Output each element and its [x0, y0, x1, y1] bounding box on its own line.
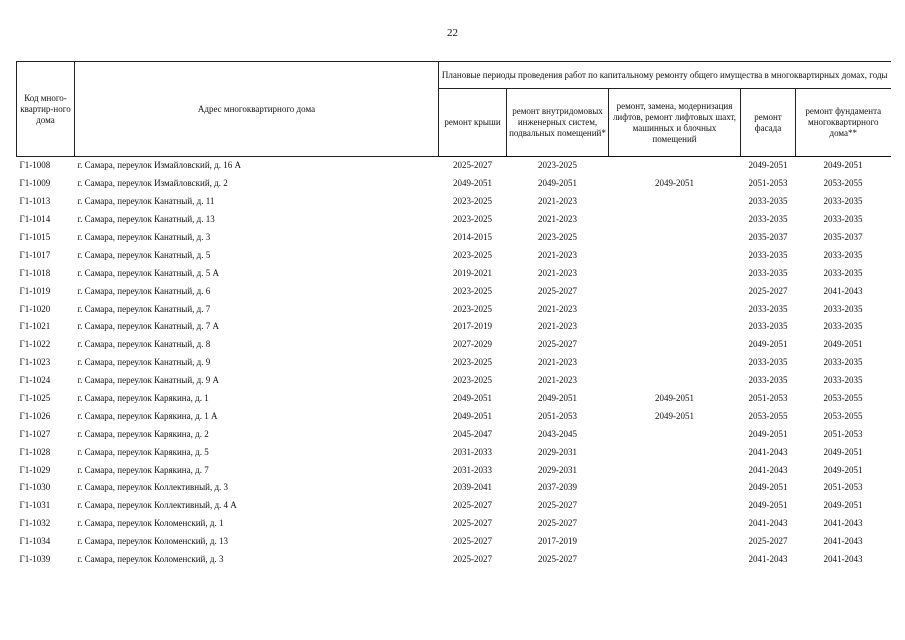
- cell-address: г. Самара, переулок Коломенский, д. 1: [77, 518, 224, 529]
- table-row: [17, 175, 891, 193]
- table-row: [17, 193, 891, 211]
- cell-roof: 2017-2019: [453, 321, 492, 332]
- table-header: [17, 62, 891, 157]
- table-row: [17, 551, 891, 569]
- cell-elevators: [609, 229, 741, 247]
- cell-roof: 2023-2025: [453, 303, 492, 314]
- cell-address: г. Самара, переулок Канатный, д. 9: [77, 357, 211, 368]
- cell-address: г. Самара, переулок Канатный, д. 7: [77, 303, 211, 314]
- cell-roof: 2025-2027: [453, 160, 492, 171]
- cell-code: Г1-1020: [19, 303, 51, 314]
- cell-roof: 2019-2021: [453, 267, 492, 278]
- cell-foundation: 2033-2035: [823, 321, 863, 332]
- cell-systems: 2017-2019: [538, 536, 577, 547]
- cell-foundation: 2051-2053: [823, 428, 863, 439]
- cell-facade: 2033-2035: [748, 357, 788, 368]
- cell-address: г. Самара, переулок Коллективный, д. 3: [77, 482, 229, 493]
- page-number: 22: [447, 27, 458, 39]
- cell-facade: 2033-2035: [748, 375, 788, 386]
- cell-code: Г1-1032: [19, 518, 51, 529]
- table-row: [17, 211, 891, 229]
- cell-roof: 2023-2025: [453, 375, 492, 386]
- cell-systems: 2051-2053: [538, 410, 577, 421]
- cell-code: Г1-1024: [19, 375, 51, 386]
- cell-foundation: 2049-2051: [823, 500, 863, 511]
- cell-roof: 2025-2027: [453, 536, 492, 547]
- cell-code: Г1-1030: [19, 482, 51, 493]
- cell-code: Г1-1039: [19, 554, 51, 565]
- cell-facade: 2033-2035: [748, 321, 788, 332]
- cell-foundation: 2041-2043: [823, 554, 863, 565]
- cell-systems: 2025-2027: [538, 285, 577, 296]
- cell-facade: 2051-2053: [748, 393, 788, 404]
- cell-code: Г1-1025: [19, 393, 51, 404]
- cell-address: г. Самара, переулок Канатный, д. 7 А: [77, 321, 219, 332]
- cell-elevators: [609, 515, 741, 533]
- cell-elevators: [609, 372, 741, 390]
- cell-facade: 2049-2051: [748, 339, 788, 350]
- cell-foundation: 2033-2035: [823, 375, 863, 386]
- table-row: [17, 372, 891, 390]
- cell-foundation: 2033-2035: [823, 357, 863, 368]
- cell-systems: 2029-2031: [538, 446, 577, 457]
- cell-elevators: [609, 193, 741, 211]
- cell-foundation: 2053-2055: [823, 178, 863, 189]
- cell-code: Г1-1014: [19, 214, 51, 225]
- cell-systems: 2021-2023: [538, 375, 577, 386]
- table-row: [17, 479, 891, 497]
- cell-systems: 2025-2027: [538, 518, 577, 529]
- table-row: [17, 407, 891, 425]
- cell-roof: 2049-2051: [453, 393, 492, 404]
- cell-systems: 2021-2023: [538, 321, 577, 332]
- cell-roof: 2014-2015: [453, 232, 492, 242]
- cell-elevators: [609, 533, 741, 551]
- cell-facade: 2053-2055: [748, 410, 788, 421]
- table-body: [17, 157, 891, 569]
- cell-elevators: [609, 443, 741, 461]
- cell-code: Г1-1022: [19, 339, 51, 350]
- cell-facade: 2025-2027: [748, 536, 788, 547]
- cell-systems: 2023-2025: [538, 160, 577, 171]
- cell-address: г. Самара, переулок Канатный, д. 3: [77, 232, 211, 242]
- cell-foundation: 2049-2051: [823, 160, 863, 171]
- table-row: [17, 246, 891, 264]
- header-foundation: ремонт фундамента многоквартирного дома**: [796, 89, 891, 157]
- cell-code: Г1-1027: [19, 428, 51, 439]
- cell-code: Г1-1017: [19, 249, 51, 260]
- cell-facade: 2041-2043: [748, 464, 788, 475]
- cell-address: г. Самара, переулок Карякина, д. 5: [77, 446, 209, 457]
- header-facade: ремонт фасада: [741, 89, 796, 157]
- table-row: [17, 354, 891, 372]
- cell-elevators: [609, 354, 741, 372]
- cell-facade: 2025-2027: [748, 285, 788, 296]
- cell-elevators: 2049-2051: [655, 178, 694, 189]
- cell-code: Г1-1019: [19, 285, 51, 296]
- cell-address: г. Самара, переулок Измайловский, д. 2: [77, 178, 228, 189]
- cell-roof: 2045-2047: [453, 428, 492, 439]
- header-planned-periods: Плановые периоды проведения работ по капитальному ремонту общего имущества в многоквартирных домах, годы: [439, 62, 891, 89]
- cell-address: г. Самара, переулок Карякина, д. 2: [77, 428, 209, 439]
- table-row: [17, 425, 891, 443]
- cell-code: Г1-1034: [19, 536, 51, 547]
- cell-code: Г1-1008: [19, 160, 51, 171]
- cell-elevators: [609, 211, 741, 229]
- cell-code: Г1-1026: [19, 410, 51, 421]
- table-row: [17, 300, 891, 318]
- cell-elevators: [609, 425, 741, 443]
- cell-roof: 2049-2051: [453, 178, 492, 189]
- cell-systems: 2049-2051: [538, 393, 577, 404]
- cell-address: г. Самара, переулок Канатный, д. 6: [77, 285, 211, 296]
- cell-address: г. Самара, переулок Коломенский, д. 3: [77, 554, 224, 565]
- table-row: [17, 390, 891, 408]
- cell-elevators: [609, 551, 741, 569]
- cell-address: г. Самара, переулок Измайловский, д. 16 А: [77, 160, 241, 171]
- cell-roof: 2023-2025: [453, 357, 492, 368]
- cell-address: г. Самара, переулок Коллективный, д. 4 А: [77, 500, 237, 511]
- cell-elevators: 2049-2051: [655, 410, 694, 421]
- cell-address: г. Самара, переулок Канатный, д. 9 А: [77, 375, 219, 386]
- cell-roof: 2023-2025: [453, 285, 492, 296]
- cell-systems: 2043-2045: [538, 428, 577, 439]
- cell-systems: 2049-2051: [538, 178, 577, 189]
- cell-foundation: 2051-2053: [823, 482, 863, 493]
- table-row: [17, 229, 891, 247]
- cell-elevators: [609, 157, 741, 175]
- cell-foundation: 2033-2035: [823, 214, 863, 225]
- table-row: [17, 515, 891, 533]
- cell-elevators: [609, 246, 741, 264]
- table-row: [17, 461, 891, 479]
- cell-address: г. Самара, переулок Канатный, д. 11: [77, 196, 215, 207]
- cell-facade: 2033-2035: [748, 303, 788, 314]
- cell-systems: 2021-2023: [538, 303, 577, 314]
- cell-facade: 2051-2053: [748, 178, 788, 189]
- cell-facade: 2033-2035: [748, 249, 788, 260]
- cell-foundation: 2053-2055: [823, 393, 863, 404]
- cell-foundation: 2041-2043: [823, 518, 863, 529]
- cell-systems: 2025-2027: [538, 339, 577, 350]
- cell-foundation: 2049-2051: [823, 339, 863, 350]
- cell-systems: 2021-2023: [538, 357, 577, 368]
- cell-systems: 2023-2025: [538, 232, 577, 242]
- cell-roof: 2039-2041: [453, 482, 492, 493]
- cell-roof: 2023-2025: [453, 249, 492, 260]
- cell-systems: 2025-2027: [538, 500, 577, 511]
- cell-facade: 2041-2043: [748, 518, 788, 529]
- table-row: [17, 443, 891, 461]
- cell-foundation: 2049-2051: [823, 446, 863, 457]
- table-row: [17, 497, 891, 515]
- cell-foundation: 2033-2035: [823, 267, 863, 278]
- cell-facade: 2049-2051: [748, 160, 788, 171]
- cell-code: Г1-1023: [19, 357, 51, 368]
- cell-facade: 2033-2035: [748, 267, 788, 278]
- cell-address: г. Самара, переулок Канатный, д. 8: [77, 339, 211, 350]
- cell-code: Г1-1028: [19, 446, 51, 457]
- cell-foundation: 2041-2043: [823, 285, 863, 296]
- table-row: [17, 318, 891, 336]
- cell-code: Г1-1018: [19, 267, 51, 278]
- cell-foundation: 2035-2037: [823, 232, 863, 242]
- cell-facade: 2049-2051: [748, 500, 788, 511]
- cell-code: Г1-1031: [19, 500, 51, 511]
- table-row: [17, 336, 891, 354]
- cell-address: г. Самара, переулок Карякина, д. 1 А: [77, 410, 218, 421]
- cell-systems: 2029-2031: [538, 464, 577, 475]
- cell-facade: 2041-2043: [748, 446, 788, 457]
- cell-elevators: [609, 300, 741, 318]
- cell-facade: 2033-2035: [748, 214, 788, 225]
- cell-systems: 2021-2023: [538, 249, 577, 260]
- cell-foundation: 2041-2043: [823, 536, 863, 547]
- cell-elevators: [609, 479, 741, 497]
- table-row: [17, 533, 891, 551]
- cell-foundation: 2053-2055: [823, 410, 863, 421]
- cell-roof: 2025-2027: [453, 554, 492, 565]
- cell-elevators: [609, 461, 741, 479]
- cell-foundation: 2033-2035: [823, 303, 863, 314]
- cell-roof: 2031-2033: [453, 446, 492, 457]
- cell-facade: 2049-2051: [748, 428, 788, 439]
- cell-code: Г1-1009: [19, 178, 51, 189]
- cell-elevators: [609, 264, 741, 282]
- cell-foundation: 2049-2051: [823, 464, 863, 475]
- header-systems: ремонт внутридомовых инженерных систем, подвальных помещений*: [507, 89, 609, 157]
- cell-elevators: 2049-2051: [655, 393, 694, 404]
- cell-facade: 2035-2037: [748, 232, 788, 242]
- cell-facade: 2049-2051: [748, 482, 788, 493]
- table-row: [17, 157, 891, 175]
- header-address: Адрес многоквартирного дома: [75, 62, 439, 157]
- header-roof: ремонт крыши: [439, 89, 507, 157]
- cell-elevators: [609, 497, 741, 515]
- cell-address: г. Самара, переулок Коломенский, д. 13: [77, 536, 228, 547]
- cell-address: г. Самара, переулок Карякина, д. 1: [77, 393, 209, 404]
- capital-repair-table: [16, 61, 891, 568]
- cell-foundation: 2033-2035: [823, 249, 863, 260]
- cell-facade: 2033-2035: [748, 196, 788, 207]
- cell-elevators: [609, 318, 741, 336]
- cell-roof: 2023-2025: [453, 196, 492, 207]
- cell-roof: 2025-2027: [453, 518, 492, 529]
- header-elevators: ремонт, замена, модернизация лифтов, ремонт лифтовых шахт, машинных и блочных помещений: [609, 89, 741, 157]
- cell-address: г. Самара, переулок Канатный, д. 5 А: [77, 267, 219, 278]
- table-row: [17, 282, 891, 300]
- cell-roof: 2027-2029: [453, 339, 492, 350]
- cell-code: Г1-1015: [19, 232, 51, 242]
- cell-roof: 2049-2051: [453, 410, 492, 421]
- cell-systems: 2021-2023: [538, 196, 577, 207]
- cell-code: Г1-1013: [19, 196, 51, 207]
- cell-address: г. Самара, переулок Карякина, д. 7: [77, 464, 209, 475]
- cell-foundation: 2033-2035: [823, 196, 863, 207]
- cell-systems: 2037-2039: [538, 482, 577, 493]
- cell-code: Г1-1029: [19, 464, 51, 475]
- cell-address: г. Самара, переулок Канатный, д. 5: [77, 249, 211, 260]
- header-code: Код много-квартир-ного дома: [17, 62, 75, 157]
- cell-roof: 2023-2025: [453, 214, 492, 225]
- cell-roof: 2031-2033: [453, 464, 492, 475]
- cell-facade: 2041-2043: [748, 554, 788, 565]
- cell-elevators: [609, 282, 741, 300]
- cell-roof: 2025-2027: [453, 500, 492, 511]
- cell-systems: 2025-2027: [538, 554, 577, 565]
- cell-systems: 2021-2023: [538, 267, 577, 278]
- cell-elevators: [609, 336, 741, 354]
- table-row: [17, 264, 891, 282]
- cell-systems: 2021-2023: [538, 214, 577, 225]
- cell-code: Г1-1021: [19, 321, 51, 332]
- cell-address: г. Самара, переулок Канатный, д. 13: [77, 214, 215, 225]
